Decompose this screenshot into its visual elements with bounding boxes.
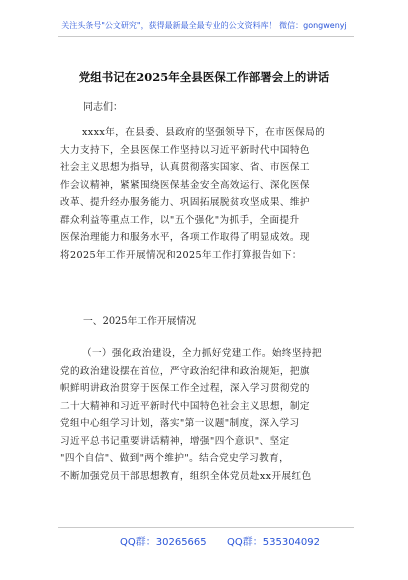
paragraph-line: 习近平总书记重要讲话精神，增强"四个意识"、坚定	[60, 435, 290, 447]
paragraph-line: 社会主义思想为指导，认真贯彻落实国家、省、市医保工	[60, 162, 310, 173]
section-heading: 一、2025年工作开展情况	[83, 316, 197, 327]
paragraph-line: （一）强化政治建设，全力抓好党建工作。始终坚持把	[82, 348, 322, 359]
paragraph-line: 大力支持下，全县医保工作坚持以习近平新时代中国特色	[60, 144, 310, 156]
paragraph-line: 二十大精神和习近平新时代中国特色社会主义思想，制定	[60, 400, 310, 412]
footer-qq-group-1: QQ群：30265665	[120, 537, 207, 548]
paragraph-line: 帜鲜明讲政治贯穿于医保工作全过程，深入学习贯彻党的	[60, 383, 310, 394]
paragraph-line: 医保治理能力和服务水平，各项工作取得了明显成效。现	[60, 232, 310, 243]
document-title: 党组书记在2025年全县医保工作部署会上的讲话	[78, 70, 330, 84]
paragraph-line: 党的政治建设摆在首位，严守政治纪律和政治规矩，把旗	[60, 365, 310, 377]
paragraph-line: 党组中心组学习计划，落实"第一议题"制度，深入学习	[60, 418, 300, 429]
footer-divider	[58, 527, 354, 528]
paragraph-section-1	[60, 345, 348, 485]
paragraph-line: "四个自信"、做到"两个维护"。结合党史学习教育，	[60, 453, 290, 464]
paragraph-line: 改革、提升经办服务能力、巩固拓展脱贫攻坚成果、维护	[60, 197, 310, 208]
paragraph-intro	[60, 124, 348, 264]
header-divider	[58, 36, 354, 37]
paragraph-line: 作会议精神，紧紧围绕医保基金安全高效运行、深化医保	[60, 179, 310, 191]
paragraph-line: 群众利益等重点工作，以"五个强化"为抓手，全面提升	[60, 214, 300, 226]
paragraph-line: 不断加强党员干部思想教育，组织全体党员赴xx开展红色	[60, 470, 312, 482]
footer-qq-group-2: QQ群：535304092	[227, 537, 321, 548]
salutation: 同志们：	[83, 102, 123, 113]
paragraph-line: xxxx年，在县委、县政府的坚强领导下，在市医保局的	[82, 127, 326, 138]
header-banner: 关注头条号"公文研究"，获得最新最全最专业的公文资料库！ 微信：gongwenyj	[61, 21, 347, 30]
paragraph-line: 将2025年工作开展情况和2025年工作打算报告如下：	[60, 249, 302, 261]
